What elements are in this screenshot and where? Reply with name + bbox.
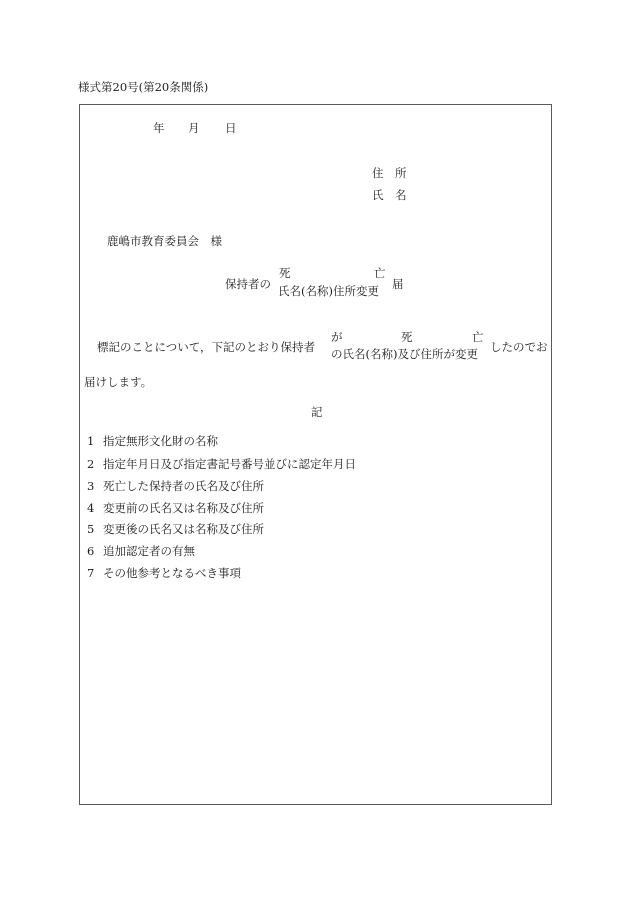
title-option-death-2: 亡 bbox=[374, 266, 386, 280]
addressee: 鹿嶋市教育委員会 様 bbox=[107, 234, 222, 248]
list-item bbox=[80, 435, 550, 447]
date-year-label: 年 bbox=[153, 121, 165, 135]
item-number: 1 bbox=[87, 434, 95, 448]
list-item bbox=[80, 523, 550, 535]
body-text-part2: したのでお bbox=[490, 340, 548, 354]
title-option-change: 氏名(名称)住所変更 bbox=[278, 284, 379, 298]
list-item bbox=[80, 480, 550, 492]
address-label: 住 所 bbox=[372, 166, 407, 180]
body-text-part1: 標記のことについて，下記のとおり保持者 bbox=[97, 340, 316, 354]
list-item bbox=[80, 567, 550, 579]
body-option-death-1: 死 bbox=[401, 330, 413, 344]
title-option-death-1: 死 bbox=[279, 266, 291, 280]
item-text: 変更後の氏名又は名称及び住所 bbox=[103, 522, 264, 536]
body-option-death-2: 亡 bbox=[472, 330, 484, 344]
body-option-ga: が bbox=[331, 330, 343, 344]
date-month-label: 月 bbox=[188, 121, 200, 135]
title-prefix: 保持者の bbox=[225, 277, 271, 291]
item-number: 7 bbox=[87, 566, 95, 580]
body-option-change: の氏名(名称)及び住所が変更 bbox=[331, 347, 478, 361]
item-number: 3 bbox=[87, 479, 95, 493]
item-text: 追加認定者の有無 bbox=[103, 544, 195, 558]
item-number: 4 bbox=[87, 501, 95, 515]
item-number: 2 bbox=[87, 457, 95, 471]
list-item bbox=[80, 502, 550, 514]
form-number: 様式第20号(第20条関係) bbox=[78, 80, 209, 94]
item-number: 6 bbox=[87, 544, 95, 558]
form-box bbox=[79, 104, 552, 805]
name-label: 氏 名 bbox=[372, 188, 407, 202]
ki-heading: 記 bbox=[311, 405, 323, 419]
list-item bbox=[80, 458, 550, 470]
item-text: その他参考となるべき事項 bbox=[103, 566, 241, 580]
title-suffix: 届 bbox=[392, 277, 404, 291]
date-day-label: 日 bbox=[225, 121, 237, 135]
item-text: 死亡した保持者の氏名及び住所 bbox=[103, 479, 264, 493]
item-text: 変更前の氏名又は名称及び住所 bbox=[103, 501, 264, 515]
item-text: 指定年月日及び指定書記号番号並びに認定年月日 bbox=[103, 457, 356, 471]
item-text: 指定無形文化財の名称 bbox=[103, 434, 218, 448]
body-text-line2: 届けします。 bbox=[84, 375, 153, 389]
item-number: 5 bbox=[87, 522, 95, 536]
list-item bbox=[80, 545, 550, 557]
